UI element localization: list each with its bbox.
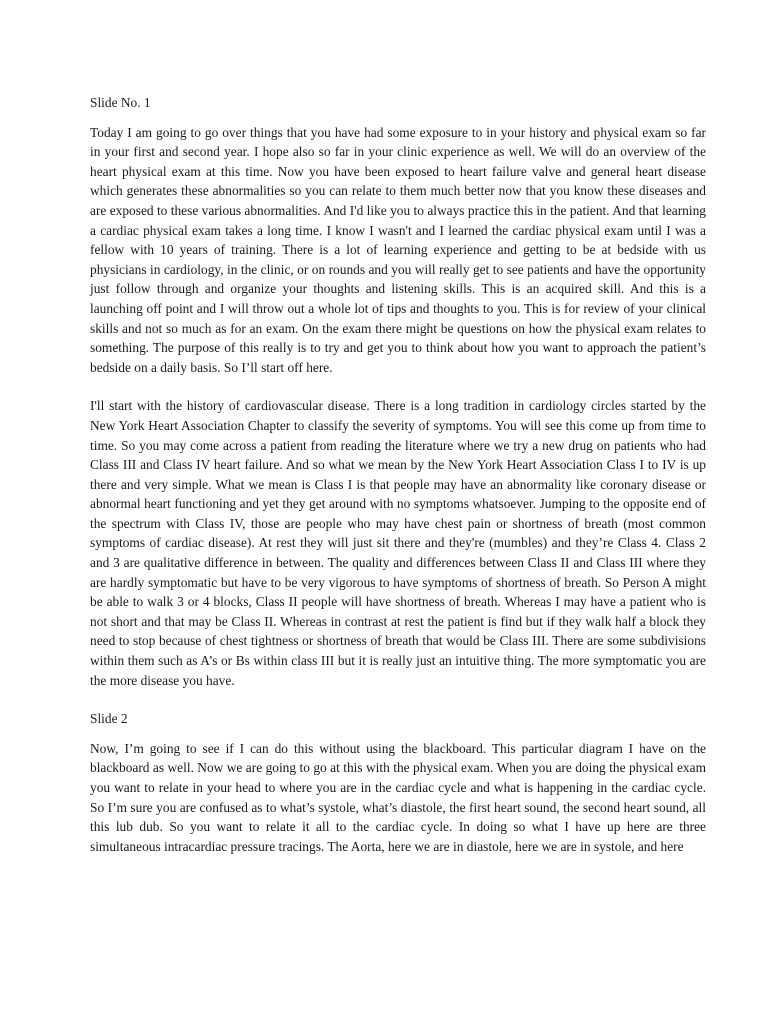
slide-2-heading: Slide 2 [90, 711, 128, 727]
slide-2-paragraph: Now, I’m going to see if I can do this without using the blackboard. This particular diagram I have on the blackboard as well. Now we are going to go at this with the physical exam. When you are doing the physical exam you want to relate in your head to where you are in the cardiac cycle and what is happening in the cardiac cycle. So I’m sure you are confused as to what’s systole, what’s diastole, the first heart sound, the second heart sound, all this lub dub. So you want to relate it all to the cardiac cycle. In doing so what I have up here are three simultaneous intracardiac pressure tracings. The Aorta, here we are in diastole, here we are in systole, and here [90, 740, 706, 854]
slide-1-heading: Slide No. 1 [90, 95, 151, 110]
slide-1-paragraph-intro: Today I am going to go over things that you have had some exposure to in your history and physical exam so far in your first and second year. I hope also so far in your clinic experience as well. We will do an overview of the heart physical exam at this time. Now you have been exposed to heart failure valve and general heart disease which generates these abnormalities so you can relate to them much better now that you know these diseases and are exposed to these various abnormalities. And I'd like you to always practice this in the patient. And that learning a cardiac physical exam takes a long time. I know I wasn't and I learned the cardiac physical exam until I was a fellow with 10 years of training. There is a lot of learning experience and getting to be at bedside with us physicians in cardiology, in the clinic, or on rounds and you will really get to see patients and have the opportunity just follow through and organize your thoughts and listening skills. This is an acquired skill. And this is a launching off point and I will throw out a whole lot of tips and thoughts to you. This is for review of your clinical skills and not so much as for an exam. On the exam there might be questions on how the physical exam relates to something. The purpose of this really is to try and get you to think about how you want to approach the patient’s bedside on a daily basis. So I’ll start off here. [90, 124, 706, 375]
slide-1-paragraph-history: I'll start with the history of cardiovascular disease. There is a long tradition in cardiology circles started by the New York Heart Association Chapter to classify the severity of symptoms. You will see this come up from time to time. So you may come across a patient from reading the literature where we try a new drug on patients who had Class III and Class IV heart failure. And so what we mean by the New York Heart Association Class I to IV is up there and very simple. What we mean is Class I is that people may have an abnormality like coronary disease or abnormal heart functioning and yet they get around with no symptoms whatsoever. Jumping to the opposite end of the spectrum with Class IV, those are people who may have chest pain or shortness of breath (most common symptoms of cardiac disease). At rest they will just sit there and they're (mumbles) and they’re Class 4. Class 2 and 3 are qualitative difference in between. The quality and differences between Class II and Class III where they are hardly symptomatic but have to be very vigorous to have symptoms of shortness of breath. So Person A might be able to walk 3 or 4 blocks, Class II people will have shortness of breath. Whereas I may have a patient who is not short and that may be Class II. Whereas in contrast at rest the patient is find but if they walk half a block they need to stop because of chest tightness or shortness of breath that would be Class III. There are some subdivisions within them such as A’s or Bs within class III but it is really just an intuitive thing. The more symptomatic you are the more disease you have. [90, 398, 706, 688]
document-page [90, 93, 706, 875]
